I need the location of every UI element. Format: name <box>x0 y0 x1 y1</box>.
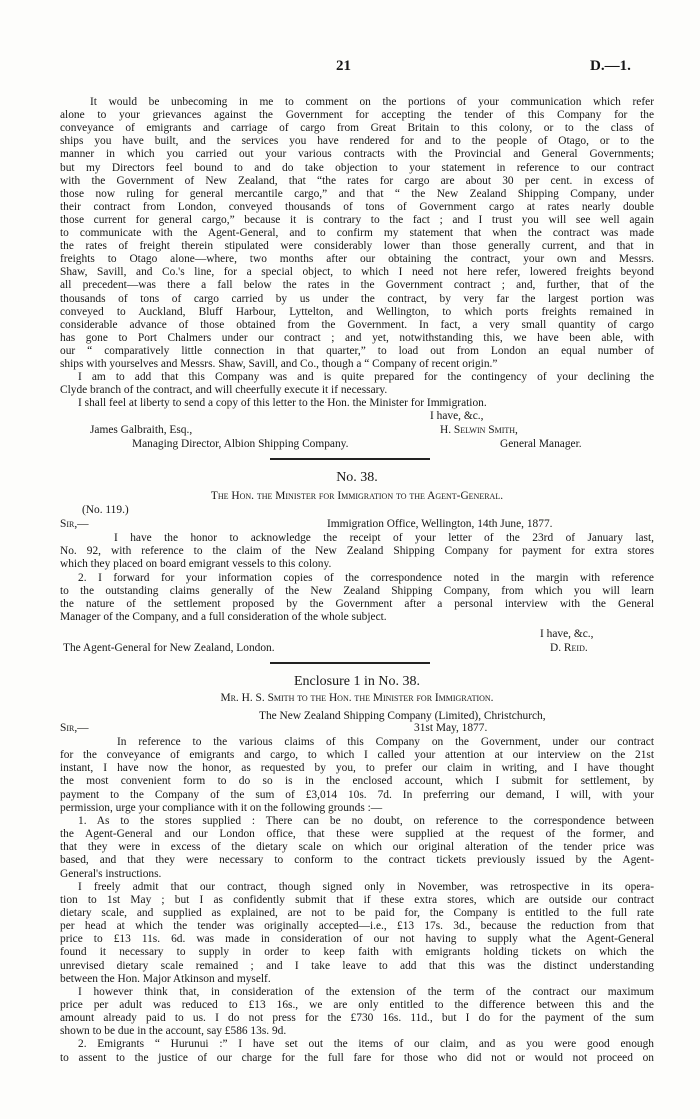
text-line: based, and that they were necessary to conform to the contract tickets previously issued by the Agent- <box>60 854 654 867</box>
text-line: shown to be due in the account, say £586 13s. 9d. <box>60 1025 287 1038</box>
no38-reference: (No. 119.) <box>82 504 129 516</box>
text-line: alone to your grievances against the Government for accepting the tender of this Company for the <box>60 109 654 122</box>
text-line: price to £13 11s. 6d. was made in consideration of our not having to supply what the Agent-General <box>60 933 654 946</box>
text-line: considerable advance of those obtained from the Government. In fact, a very small quantity of cargo <box>60 318 654 331</box>
text-line: 1. As to the stores supplied : There can be no doubt, on reference to the correspondence between <box>78 814 654 827</box>
text-line: the rates of freight therein stipulated were considerably lower than those generally current, and that in <box>60 240 654 253</box>
text-line: tion to 1st May ; but I as confidently submit that if these extra stores, which are outside our contract <box>60 893 654 906</box>
text-line: per head at which the tender was originally accepted—i.e., £13 17s. 3d., because the reduction from that <box>60 920 654 933</box>
enclosure-heading: Enclosure 1 in No. 38. <box>294 674 420 689</box>
section-divider <box>270 458 430 460</box>
letter-closing: I have, &c., <box>430 410 484 422</box>
text-line: the Agent-General and our London office, that these were supplied at the request of the former, and <box>60 828 654 841</box>
text-line: to assent to the justice of our charge for the full fare for those who did not or would not proceed on <box>60 1051 654 1064</box>
text-line: that they were in excess of the dietary scale on which our original alteration of the tender price was <box>60 841 654 854</box>
text-line: 2. Emigrants “ Hurunui :” I have set out the items of our claim, and as you were good enough <box>78 1038 654 1051</box>
text-line: payment to the Company of the sum of £3,014 10s. 7d. In preferring our demand, I will, with your <box>60 788 654 801</box>
text-line: dietary scale, and supplied as explained, are not to be paid for, the Company is entitled to the full rate <box>60 906 654 919</box>
text-line: I am to add that this Company was and is quite prepared for the contingency of your declining the <box>78 371 654 384</box>
text-line: I however think that, in consideration of the extension of the term of the contract our maximum <box>78 985 654 998</box>
section-divider-2 <box>270 662 430 664</box>
no38-from-to: The Hon. the Minister for Immigration to the Agent-General. <box>210 490 504 502</box>
text-line: our “ comparatively little connection in that quarter,” to load out from London an equal number of <box>60 344 654 357</box>
text-line: 2. I forward for your information copies of the correspondence noted in the margin with reference <box>78 571 654 584</box>
text-line: to the outstanding claims generally of the New Zealand Shipping Company, from which you will learn <box>60 584 654 597</box>
text-line: ships with yourselves and Messrs. Shaw, Savill, and Co., though a “ Company of recent origin.” <box>60 358 498 370</box>
text-line: price per adult was reduced to £13 16s., we are only entitled to the difference between this and the <box>60 999 654 1011</box>
no38-salutation: Sir,— <box>60 518 89 530</box>
text-line: I freely admit that our contract, though signed only in November, was retrospective in its opera- <box>78 880 654 893</box>
text-line: Manager of the Company, and a full consideration of the whole subject. <box>60 611 387 624</box>
enclosure-salutation: Sir,— <box>60 722 89 734</box>
text-line: those now ruling for general mercantile cargo,” and that “ the New Zealand Shipping Company, under <box>60 187 654 200</box>
text-line: freights to Otago alone—where, two months after our obtaining the contract, your own and Messrs. <box>60 253 654 266</box>
text-line: those current for general cargo,” because it is contrary to the fact ; and I trust you will see well again <box>60 213 654 226</box>
document-reference: D.—1. <box>590 58 631 74</box>
text-line: amount already paid to us. I do not press for the £730 16s. 11d., but I do for the payment of the sum <box>60 1012 654 1025</box>
no38-closing: I have, &c., <box>540 628 594 640</box>
text-line: I shall feel at liberty to send a copy of this letter to the Hon. the Minister for Immigration. <box>78 397 487 410</box>
no38-dateline: Immigration Office, Wellington, 14th June, 1877. <box>327 518 553 530</box>
text-line: their contract from London, conveyed thousands of tons of Government cargo at rates nearly double <box>60 200 654 213</box>
text-line: the most convenient form to do so is in the enclosed account, which I submit for settlement, by <box>60 775 654 788</box>
text-line: has gone to Port Chalmers under our contract ; and yet, notwithstanding this, we have been able, with <box>60 331 654 344</box>
text-line: which they placed on board emigrant vessels to this colony. <box>60 558 332 571</box>
letter-signer-title: General Manager. <box>500 438 582 450</box>
letter-signer: H. Selwin Smith, <box>440 424 518 436</box>
text-line: with the Government of New Zealand, that “the rates for cargo are about 30 per cent. in excess of <box>60 174 654 187</box>
text-line: It would be unbecoming in me to comment on the portions of your communication which refer <box>90 96 654 108</box>
text-line: to communicate with the Agent-General, and to confirm my statement that when the contract was made <box>60 227 654 239</box>
text-line: I have the honor to acknowledge the receipt of your letter of the 23rd of January last, <box>114 532 654 544</box>
text-line: but my Directors feel bound to and do take objection to your statement in reference to our contract <box>60 161 654 174</box>
text-line: conveyance of emigrants and carriage of cargo from Great Britain to this colony, or to the class of <box>60 122 654 135</box>
text-line: No. 92, with reference to the claim of the New Zealand Shipping Company for payment for extra stores <box>60 545 654 558</box>
text-line: instant, I have now the honor, as requested by you, to prefer our claim in writing, and I have thought <box>60 762 654 775</box>
no38-signer: D. Reid. <box>550 642 588 654</box>
page-number: 21 <box>336 58 351 74</box>
text-line: thousands of tons of cargo carried by us under the contract, by very far the largest portion was <box>60 292 654 305</box>
text-line: for the conveyance of emigrants and cargo, to which I called your attention at our interview on the 21st <box>60 749 654 762</box>
text-line: conveyed to Auckland, Bluff Harbour, Lyttelton, and Wellington, to which ports freights remained in <box>60 305 654 318</box>
text-line: General's instructions. <box>60 867 162 880</box>
enclosure-from-to: Mr. H. S. Smith to the Hon. the Minister for Immigration. <box>220 692 494 704</box>
text-line: all precedent—was there a fall below the rates in the Government contract ; and, further, that of the <box>60 279 654 292</box>
text-line: found it necessary to supply in order to keep faith with emigrants holding tickets on which the <box>60 946 654 959</box>
text-line: between the Hon. Major Atkinson and myself. <box>60 972 271 985</box>
enclosure-date: 31st May, 1877. <box>414 722 488 734</box>
no38-heading: No. 38. <box>336 470 378 485</box>
text-line: permission, urge your compliance with it on the following grounds :— <box>60 801 383 814</box>
text-line: the nature of the settlement proposed by the Government after a personal interview with the General <box>60 598 654 610</box>
enclosure-address: The New Zealand Shipping Company (Limited), Christchurch, <box>259 710 546 722</box>
letter-addressee: James Galbraith, Esq., <box>90 424 193 436</box>
text-line: unrevised dietary scale remained ; and I take leave to add that this was the distinct understanding <box>60 959 654 972</box>
text-line: Clyde branch of the contract, and will cheerfully execute it if necessary. <box>60 384 388 397</box>
text-line: ships you have built, and the services you have rendered for and to the people of Otago, or to the <box>60 135 654 148</box>
no38-addressee: The Agent-General for New Zealand, London. <box>63 642 275 654</box>
letter-addressee-title: Managing Director, Albion Shipping Company. <box>132 438 349 450</box>
text-line: manner in which you carried out your various contracts with the Provincial and General Governments; <box>60 148 654 161</box>
text-line: In reference to the various claims of this Company on the Government, under our contract <box>117 736 654 748</box>
text-line: Shaw, Savill, and Co.'s line, for a special object, to which I need not here refer, lowered freights beyond <box>60 266 654 279</box>
